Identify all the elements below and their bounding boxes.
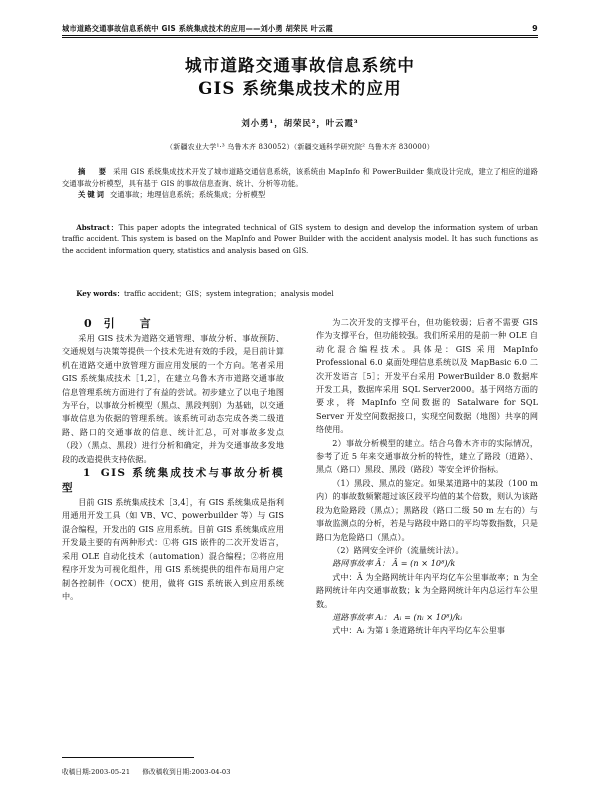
footer [62,766,362,776]
section-0-title: 引 言 [103,317,158,330]
received-date: 收稿日期:2003-05-21 [62,768,131,776]
header-rule-thick [62,35,538,36]
title-line-1: 城市道路交通事故信息系统中 [184,56,416,75]
english-keywords-block [62,288,538,299]
column-right [316,316,538,756]
formula-network-accident-rate: 路网事故率 Ā： Ā = (n × 10⁸)/k [332,558,456,569]
revised-date: 修改稿收到日期:2003-04-03 [142,768,231,776]
english-keywords-label: Key words： [76,289,124,298]
section-2-paragraph-3: （1）黑段、黑点的鉴定。如果某道路中的某段（100 m 内）的事故数频繁超过该区段平均值的某个倍数，则认为该路段为危险路段（黑点）；黑路段（路口二级 50 m 左右的）与事故监测点的分析，若是与路段中路口的平均等数指数，只是路口为危险路口（黑点）。 [316,477,538,542]
section-0-number: 0 [84,317,92,330]
english-keywords-text: traffic accident；GIS；system integration；analysis model [123,289,334,298]
section-1-title: GIS 系统集成技术与事故分析模型 [62,467,284,495]
english-abstract-paragraph [62,222,538,256]
footer-rule [62,757,194,758]
section-2-paragraph-4: （2）路网安全评价（流量统计法）。 [332,544,464,555]
section-2-paragraph-1: 为二次开发的支撑平台，但功能较弱；后者不需要 GIS 作为支撑平台，但功能较强。我们所采用的是前一种 OLE 自动化混合编程技术。具体是：GIS 采用 MapInfo Professional 6.0 桌面处理信息系统以及 MapBasic 6.0 二次开发语言［5］；开发平台采用 PowerBuilder 8.0 数据库开发工具，数据库采用 SQL Server2000。基于网络方面的要求，将 MapInfo 空间数据的 Satalware for SQL Server 开发空间数据接口，实现空间数据（地图）共享的网络使用。 [316,317,538,435]
section-heading-1 [62,466,284,496]
author-list: 刘小勇¹，胡荣民²，叶云霞³ [241,118,359,128]
section-1-number: 1 [83,467,92,480]
keywords-label: 关键词 [78,190,106,200]
section-2-paragraph-6: 式中：Ā 为全路网统计年内平均亿车公里事故率；n 为全路网统计年内交通事故数；k 为全路网统计年内总运行车公里数。 [316,571,538,609]
english-abstract-text: This paper adopts the integrated technical of GIS system to design and develop the information system of urban traffic accident. This system is based on the MapInfo and Power Builder with the accident analysis model. It has such functions as the accident information query, statistics and analysis based on GIS. [62,223,538,255]
abstract-block [62,166,538,201]
formula-road-accident-rate: 道路事故率 Aᵢ： Aᵢ = (nᵢ × 10⁸)/kᵢ [332,611,463,622]
header-rule-thin [62,37,538,38]
abstract-text: 采用 GIS 系统集成技术开发了城市道路交通信息系统，该系统由 MapInfo 和 PowerBuilder 集成设计完成，建立了相应的道路交通事故分析模型，具有基于 GIS 的事故信息查询、统计、分析等功能。 [62,167,538,188]
abstract-paragraph [62,166,538,189]
affiliation: （新疆农业大学¹·³ 乌鲁木齐 830052）（新疆交通科学研究院² 乌鲁木齐 830000） [166,143,434,151]
keywords-paragraph [62,189,538,201]
keywords-text: 交通事故；地理信息系统；系统集成；分析模型 [109,190,266,200]
page-title [62,54,538,100]
body-columns [62,316,538,756]
running-head-text: 城市道路交通事故信息系统中 GIS 系统集成技术的应用——刘小勇 胡荣民 叶云霞 [62,23,333,34]
english-abstract-block [62,222,538,256]
column-left [62,316,284,756]
section-heading-0 [62,316,284,332]
abstract-label: 摘 要 [78,167,110,176]
section-1-paragraph-1: 目前 GIS 系统集成技术［3,4］，有 GIS 系统集成是指利用通用开发工具（如 VB、VC、powerbuilder 等）与 GIS 混合编程，开发出的 GIS 应用系统。目前 GIS 系统集成应用开发最主要的有两种形式：①将 GIS 嵌件的二次开发语言，采用 OLE 自动化技术（automation）混合编程；②将应用程序开发为可视化组件，用 GIS 系统提供的组件布局用户定制各控制件（OCX）使用，做将 GIS 系统嵌入到应用系统中。 [62,497,284,601]
running-head [62,24,538,34]
section-2-paragraph-8: 式中：Aᵢ 为第 i 条道路统计年内平均亿车公里事 [332,625,506,636]
title-line-2: GIS 系统集成技术的应用 [198,79,402,98]
page-number: 9 [532,24,538,33]
english-abstract-label: Abstract： [76,223,119,232]
section-0-paragraph-1: 采用 GIS 技术为道路交通管理、事故分析、事故预防、交通规划与决策等提供一个技术先进有效的手段，是目前计算机在道路交通中放管理方面应用发展的一个方向。笔者采用 GIS 系统集成技术［1,2］，在建立乌鲁木齐市道路交通事故信息管理系统方面进行了有益的尝试。初步建立了以电子地图为平台，以事故分析模型（黑点、黑段判别）为基础，以交通事故信息为依据的管理系统。该系统可动态完成各类二级道路、路口的交通事故的信息、统计汇总，可对事故多发点（段）（黑点、黑段）进行分析和确定，并为交通事故多发地段的改造提供支持依据。 [62,333,284,464]
section-2-paragraph-2: 2）事故分析模型的建立。结合乌鲁木齐市的实际情况，参考了近 5 年来交通事故分析的特性，建立了路段（道路）、黑点（路口）黑段、黑段（路段）等安全评价指标。 [316,437,538,475]
